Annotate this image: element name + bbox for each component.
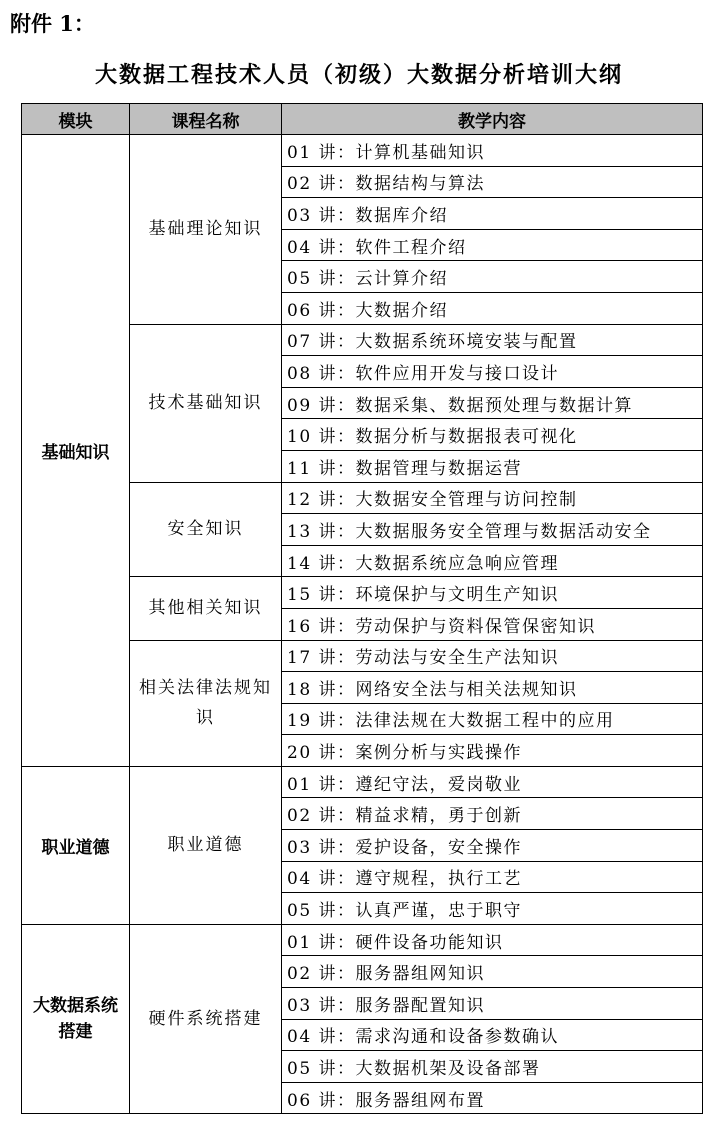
lesson-cell: 13 讲：大数据服务安全管理与数据活动安全 [282,514,703,546]
lesson-cell: 02 讲：精益求精，勇于创新 [282,798,703,830]
lesson-cell: 12 讲：大数据安全管理与访问控制 [282,482,703,514]
lesson-cell: 05 讲：大数据机架及设备部署 [282,1051,703,1083]
lesson-cell: 07 讲：大数据系统环境安装与配置 [282,324,703,356]
attachment-label: 附件 1： [10,11,95,36]
table-row [22,135,703,167]
lesson-cell: 06 讲：服务器组网布置 [282,1082,703,1114]
course-cell: 职业道德 [130,766,282,924]
lesson-cell: 19 讲：法律法规在大数据工程中的应用 [282,703,703,735]
lesson-cell: 08 讲：软件应用开发与接口设计 [282,356,703,388]
lesson-cell: 03 讲：服务器配置知识 [282,988,703,1020]
course-cell: 硬件系统搭建 [130,924,282,1114]
lesson-cell: 04 讲：遵守规程，执行工艺 [282,861,703,893]
course-cell: 相关法律法规知识 [130,640,282,766]
lesson-cell: 01 讲：计算机基础知识 [282,135,703,167]
lesson-cell: 02 讲：数据结构与算法 [282,166,703,198]
lesson-cell: 09 讲：数据采集、数据预处理与数据计算 [282,387,703,419]
lesson-cell: 05 讲：认真严谨，忠于职守 [282,893,703,925]
lesson-cell: 03 讲：爱护设备，安全操作 [282,830,703,862]
lesson-cell: 18 讲：网络安全法与相关法规知识 [282,672,703,704]
module-cell: 基础知识 [22,135,130,767]
table-row [22,924,703,956]
module-cell: 职业道德 [22,766,130,924]
course-cell: 安全知识 [130,482,282,577]
lesson-cell: 03 讲：数据库介绍 [282,198,703,230]
lesson-cell: 17 讲：劳动法与安全生产法知识 [282,640,703,672]
lesson-cell: 06 讲：大数据介绍 [282,292,703,324]
lesson-cell: 04 讲：需求沟通和设备参数确认 [282,1019,703,1051]
module-cell: 大数据系统搭建 [22,924,130,1114]
course-cell: 技术基础知识 [130,324,282,482]
syllabus-table [21,103,703,1114]
table-header-row [22,104,703,135]
syllabus-body [22,135,703,1114]
course-cell: 其他相关知识 [130,577,282,640]
header-content: 教学内容 [282,104,703,135]
header-module: 模块 [22,104,130,135]
lesson-cell: 14 讲：大数据系统应急响应管理 [282,545,703,577]
lesson-cell: 15 讲：环境保护与文明生产知识 [282,577,703,609]
lesson-cell: 01 讲：遵纪守法，爱岗敬业 [282,766,703,798]
lesson-cell: 05 讲：云计算介绍 [282,261,703,293]
table-row [22,766,703,798]
lesson-cell: 20 讲：案例分析与实践操作 [282,735,703,767]
lesson-cell: 10 讲：数据分析与数据报表可视化 [282,419,703,451]
course-cell: 基础理论知识 [130,135,282,325]
lesson-cell: 01 讲：硬件设备功能知识 [282,924,703,956]
document-title: 大数据工程技术人员（初级）大数据分析培训大纲 [94,62,623,88]
header-course: 课程名称 [130,104,282,135]
lesson-cell: 02 讲：服务器组网知识 [282,956,703,988]
lesson-cell: 16 讲：劳动保护与资料保管保密知识 [282,608,703,640]
lesson-cell: 11 讲：数据管理与数据运营 [282,450,703,482]
lesson-cell: 04 讲：软件工程介绍 [282,229,703,261]
